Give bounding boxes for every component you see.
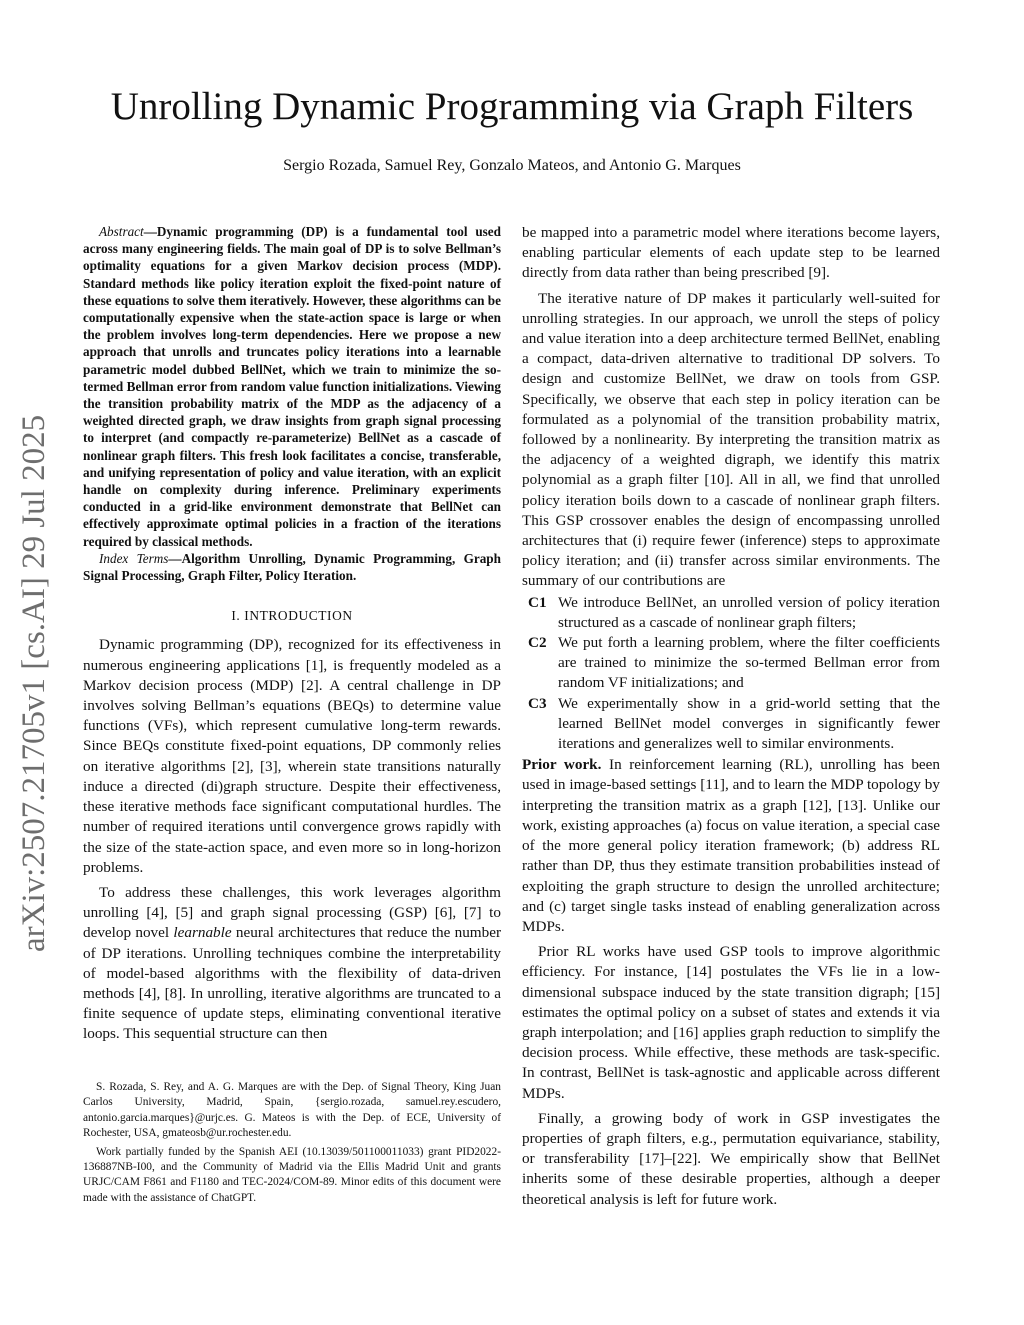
right-paragraph-1: be mapped into a parametric model where iterations become layers, enabling particular elements of each update step to be learned directly from data rather than being prescribed [9]. <box>522 224 940 282</box>
index-terms <box>83 550 501 584</box>
right-paragraph-4: Prior RL works have used GSP tools to improve algorithmic efficiency. For instance, [14] postulates the VFs lie in a low-dimensional subspace induced by the state transition digraph; [15] estimates the optimal policy on a subset of states and extends it via graph interpolation; and [16] applies graph reduction to simplify the decision process. While effective, these methods are task-specific. In contrast, BellNet is task-agnostic and applicable across different MDPs. <box>522 943 940 1102</box>
intro-paragraph-1: Dynamic programming (DP), recognized for its effectiveness in numerous engineering applications [1], is frequently modeled as a Markov decision process (MDP) [2]. A central challenge in DP involves solving Bellman’s equations (BEQs) to determine value functions (VFs), which represent cumulative long-term rewards. Since BEQs constitute fixed-point equations, DP commonly relies on iterative algorithms [2], [3], wherein state transitions naturally induce a directed (di)graph structure. Despite their effectiveness, these iterative methods face significant computational hurdles. The number of required iterations until convergence grows rapidly with the size of the state-action space, and even more so in long-horizon problems. <box>83 636 501 876</box>
contribution-list <box>522 593 940 755</box>
paper-title: Unrolling Dynamic Programming via Graph Filters <box>110 85 914 128</box>
section-heading-introduction: I. INTRODUCTION <box>231 608 353 624</box>
arxiv-identifier: arXiv:2507.21705v1 [cs.AI] 29 Jul 2025 <box>16 414 52 952</box>
intro-paragraph-2-end: neural architectures that reduce the number of DP iterations. Unrolling techniques combine the interpretability of model-based algorithms with the flexibility of data-driven methods [4], [8]. In unrolling, iterative algorithms are truncated to a finite sequence of update steps, eliminating conventional iterative loops. This sequential structure can then <box>83 924 501 1043</box>
abstract-label: Abstract <box>99 224 144 239</box>
contribution-item <box>522 694 940 755</box>
abstract <box>83 223 501 550</box>
contribution-tag: C1 <box>528 593 547 611</box>
contribution-text: We put forth a learning problem, where the filter coefficients are trained to minimize the so-termed Bellman error from random VF initializations; and <box>558 634 940 692</box>
contribution-item <box>522 593 940 633</box>
footnote-funding: Work partially funded by the Spanish AEI (10.13039/501100011033) grant PID2022-136887NB-I00, and the Community of Madrid via the Ellis Madrid Unit and grants URJC/CAM F861 and F1180 and TEC-2024/COM-89. Minor edits of this document were made with the assistance of ChatGPT. <box>83 1145 501 1204</box>
contribution-text: We introduce BellNet, an unrolled version of policy iteration structured as a cascade of nonlinear graph filters; <box>558 593 940 631</box>
index-terms-label: Index Terms <box>99 550 169 566</box>
contribution-tag: C3 <box>528 694 547 712</box>
prior-work-text: In reinforcement learning (RL), unrolling has been used in image-based settings [11], and to learn the MDP topology by interpreting the transition matrix as a graph [12], [13]. Unlike our work, existing approaches (a) focus on value iteration, a special case of the more general policy iteration framework; (b) address RL rather than DP, thus they estimate transition probabilities instead of exploiting the graph structure to design the unrolled architecture; and (c) target single tasks instead of enabling generalization across MDPs. <box>522 756 940 935</box>
contribution-text: We experimentally show in a grid-world setting that the learned BellNet model converges in significantly fewer iterations and generalizes well to similar environments. <box>558 694 940 753</box>
right-paragraph-2: The iterative nature of DP makes it particularly well-suited for unrolling strategies. In our approach, we unroll the steps of policy and value iteration into a deep architecture termed BellNet, enabling a compact, data-driven alternative to traditional DP solvers. To design and customize BellNet, we draw on tools from GSP. Specifically, we observe that each step in policy iteration can be formulated as a polynomial of the transition probability matrix, followed by a nonlinearity. By interpreting the transition matrix as the adjacency of a weighted digraph, we identify this matrix polynomial as a graph filter [10]. All in all, we find that unrolled policy iteration boils down to a cascade of nonlinear graph filters. This GSP crossover enables the design of encompassing unrolled architectures that (i) require fewer (inference) steps to approximate policy iteration; and (ii) transfer across similar environments. The summary of our contributions are <box>522 289 940 590</box>
author-list: Sergio Rozada, Samuel Rey, Gonzalo Mateos, and Antonio G. Marques <box>283 157 741 174</box>
prior-work-paragraph <box>522 755 940 937</box>
index-terms-text: —Algorithm Unrolling, Dynamic Programming, Graph Signal Processing, Graph Filter, Policy Iteration. <box>83 550 501 584</box>
left-column <box>83 223 501 1045</box>
contribution-tag: C2 <box>528 634 547 652</box>
right-column <box>522 223 940 1210</box>
footnote-affiliations: S. Rozada, S. Rey, and A. G. Marques are with the Dep. of Signal Theory, King Juan Carlos University, Madrid, Spain, {sergio.rozada, samuel.rey.escudero, antonio.garcia.marques}@urjc.es. G. Mateos is with the Dep. of ECE, University of Rochester, USA, gmateosb@ur.rochester.edu. <box>83 1081 501 1140</box>
intro-paragraph-2-start: To address these challenges, this work leverages algorithm unrolling [4], [5] and graph signal processing (GSP) [6], [7] to develop novel <box>83 883 501 942</box>
intro-paragraph-2-emphasis: learnable <box>173 924 232 942</box>
abstract-text: —Dynamic programming (DP) is a fundamental tool used across many engineering fields. The main goal of DP is to solve Bellman’s optimality equations for a given Markov decision process (MDP). Standard methods like policy iteration exploit the fixed-point nature of these equations to solve them iteratively. However, these algorithms can be computationally expensive when the state-action space is large or when the problem involves long-term dependencies. Here we propose a new approach that unrolls and truncates policy iterations into a learnable parametric model dubbed BellNet, which we train to minimize the so-termed Bellman error from random value function initializations. Viewing the transition probability matrix of the MDP as the adjacency of a weighted directed graph, we draw insights from graph signal processing to interpret (and compactly re-parameterize) BellNet as a cascade of nonlinear graph filters. This fresh look facilitates a concise, transferable, and unifying representation of policy and value iteration, with an explicit handle on complexity during inference. Preliminary experiments conducted in a grid-like environment demonstrate that BellNet can effectively approximate optimal policies in a fraction of the iterations required by classical methods. <box>83 224 501 549</box>
right-paragraph-5: Finally, a growing body of work in GSP investigates the properties of graph filters, e.g., permutation equivariance, stability, or transferability [17]–[22]. We empirically show that BellNet inherits some of these desirable properties, although a deeper theoretical analysis is left for future work. <box>522 1109 940 1208</box>
footnotes <box>83 1080 501 1206</box>
contribution-item <box>522 633 940 694</box>
prior-work-heading: Prior work. <box>522 756 602 774</box>
intro-paragraph-2 <box>83 883 501 1045</box>
